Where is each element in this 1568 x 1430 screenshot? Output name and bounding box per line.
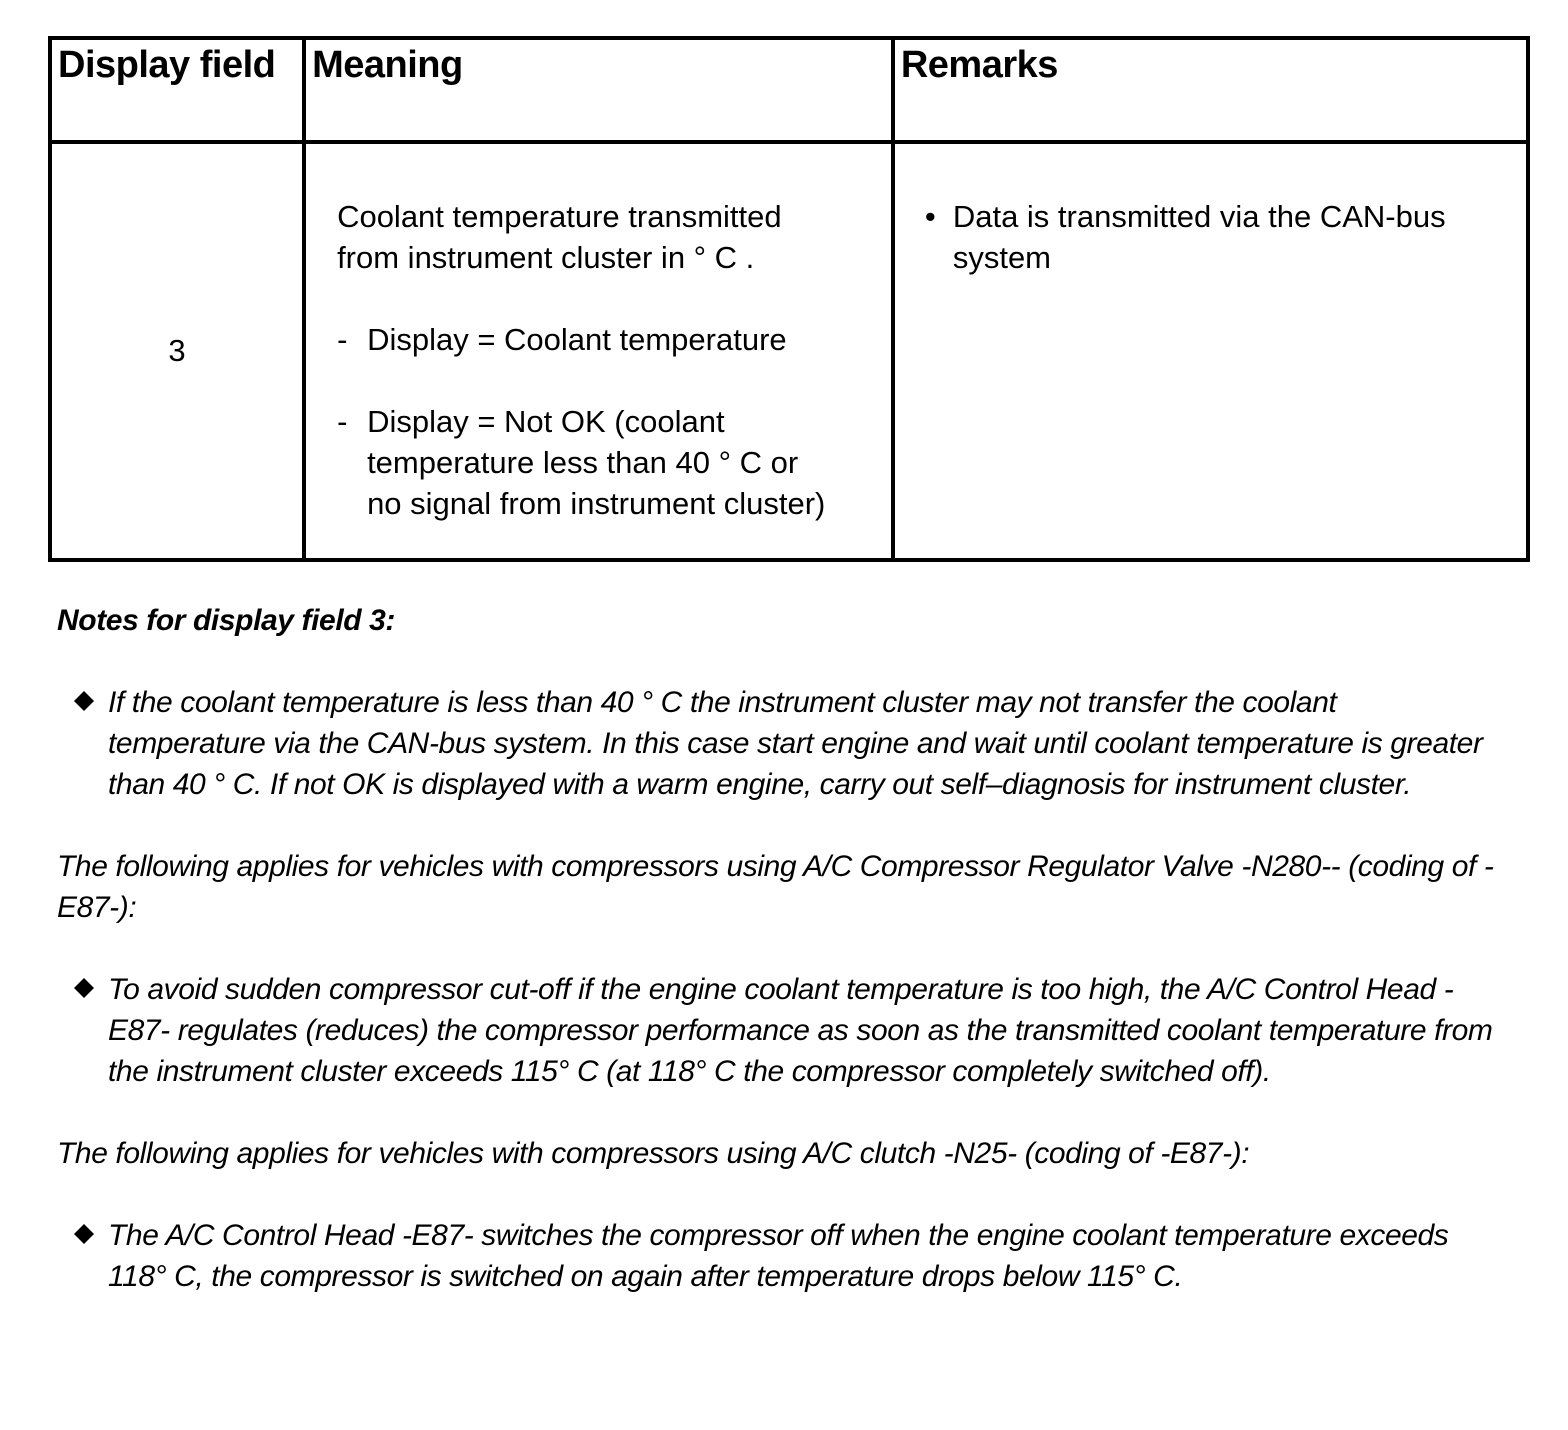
note-bullet-item (57, 682, 1497, 805)
remark-item (925, 196, 1526, 278)
header-remarks: Remarks (893, 38, 1528, 142)
header-display-field: Display field (50, 38, 304, 142)
remark-text: Data is transmitted via the CAN-bus system (952, 199, 1446, 275)
meaning-item (337, 319, 891, 360)
note-text: To avoid sudden compressor cut-off if the engine coolant temperature is too high, the A/C Control Head -E87- regulates (reduces) the compressor performance as soon as the transmitted coolant temperature from the instrument cluster exceeds 115° C (at 118° C the compressor completely switched off). (108, 973, 1493, 1088)
meaning-item-text: Display = Coolant temperature (367, 322, 787, 357)
meaning-line: from instrument cluster in ° C . (337, 240, 755, 275)
note-bullet-item (57, 969, 1497, 1092)
note-paragraph: The following applies for vehicles with compressors using A/C clutch -N25- (coding of -E87-): (57, 1137, 1250, 1170)
diamond-bullet-icon (71, 682, 108, 805)
display-field-number: 3 (50, 142, 304, 560)
remarks-cell (893, 142, 1528, 560)
table-row (50, 142, 1528, 560)
note-text: The A/C Control Head -E87- switches the compressor off when the engine coolant temperature exceeds 118° C, the compressor is switched on again after temperature drops below 115° C. (108, 1219, 1449, 1293)
notes-title: Notes for display field 3: (57, 604, 395, 637)
dash-marker: - (337, 322, 348, 357)
header-meaning: Meaning (304, 38, 893, 142)
note-text: If the coolant temperature is less than 40 ° C the instrument cluster may not transfer the coolant temperature via the CAN-bus system. In this case start engine and wait until coolant temperature is greater than 40 ° C. If not OK is displayed with a warm engine, carry out self–diagnosis for instrument cluster. (108, 686, 1483, 801)
meaning-item-text: Display = Not OK (coolant temperature less than 40 ° C or no signal from instrument cluster) (367, 404, 826, 521)
dash-marker: - (337, 404, 348, 439)
notes-section (57, 600, 1497, 1338)
meaning-cell (304, 142, 893, 560)
meaning-item (337, 401, 891, 524)
note-paragraph: The following applies for vehicles with compressors using A/C Compressor Regulator Valve -N280-- (coding of -E87-): (57, 850, 1494, 924)
diamond-bullet-icon (71, 969, 108, 1092)
diamond-bullet-icon (71, 1215, 108, 1297)
table-header-row (50, 38, 1528, 142)
display-field-table (48, 36, 1530, 562)
meaning-line: Coolant temperature transmitted (337, 199, 782, 234)
note-bullet-item (57, 1215, 1497, 1297)
bullet-marker: • (924, 199, 936, 234)
